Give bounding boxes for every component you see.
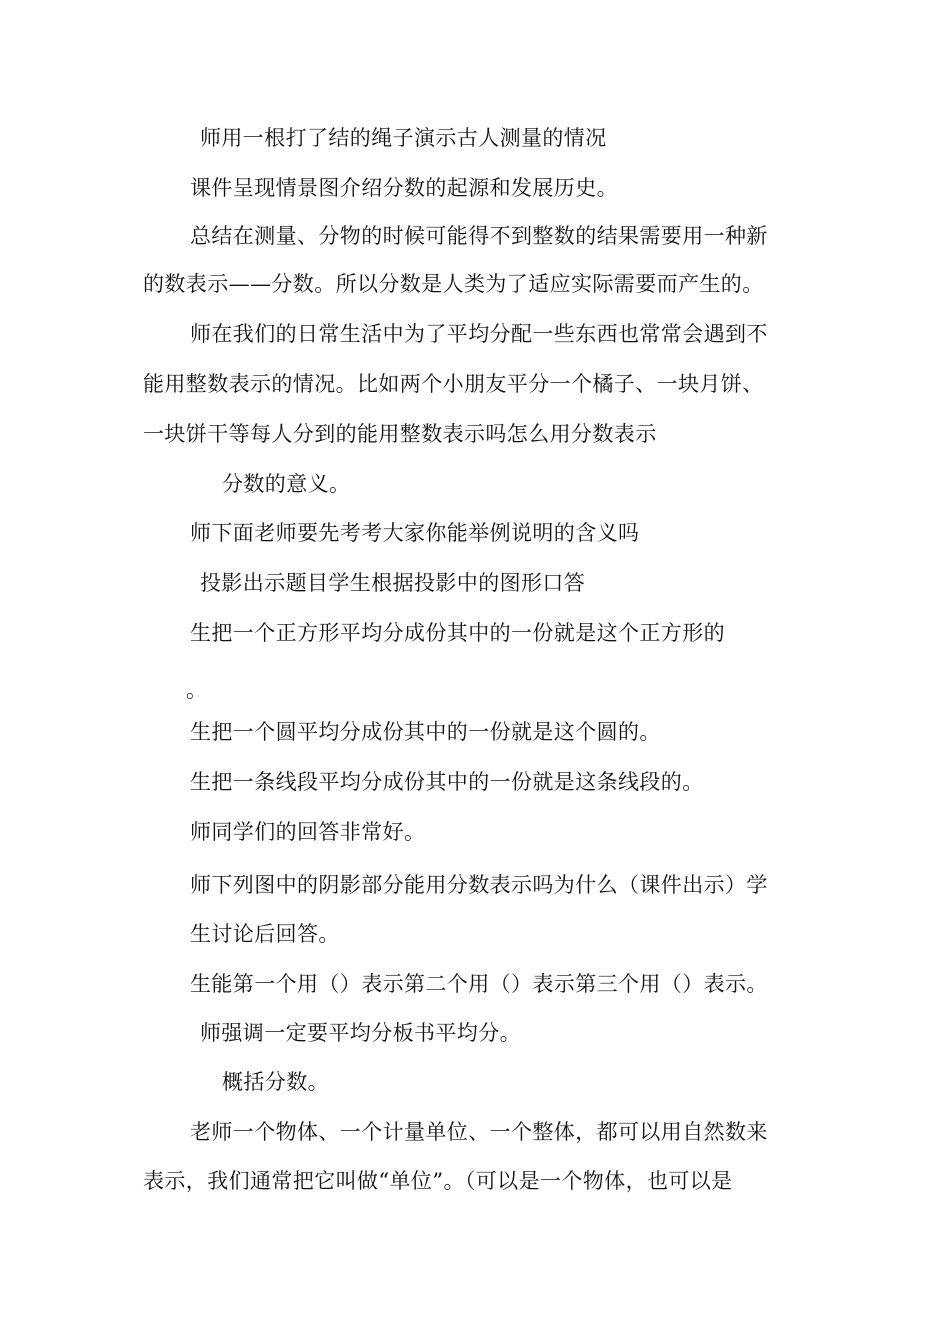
text-line-13: 生把一个圆平均分成份其中的一份就是这个圆的。 [190,720,661,744]
text-line-16: 师下列图中的阴影部分能用分数表示吗为什么（课件出示）学 [190,873,768,897]
text-line-15: 师同学们的回答非常好。 [190,820,426,844]
text-line-1: 师用一根打了结的绳子演示古人测量的情况 [200,126,607,150]
text-line-6: 能用整数表示的情况。比如两个小朋友平分一个橘子、一块月饼、 [143,372,764,396]
text-line-11: 生把一个正方形平均分成份其中的一份就是这个正方形的 [190,621,725,645]
text-line-8: 分数的意义。 [222,472,351,496]
text-line-12: 。 [186,678,208,702]
text-line-4: 的数表示——分数。所以分数是人类为了适应实际需要而产生的。 [143,272,764,296]
text-line-7: 一块饼干等每人分到的能用整数表示吗怎么用分数表示 [143,422,657,446]
text-line-22: 表示，我们通常把它叫做“单位”。（可以是一个物体，也可以是 [143,1169,733,1193]
text-line-9: 师下面老师要先考考大家你能举例说明的含义吗 [190,521,640,545]
text-line-18: 生能第一个用（）表示第二个用（）表示第三个用（）表示。 [190,972,768,996]
text-line-10: 投影出示题目学生根据投影中的图形口答 [200,571,586,595]
text-line-5: 师在我们的日常生活中为了平均分配一些东西也常常会遇到不 [190,322,768,346]
text-line-20: 概括分数。 [222,1070,329,1094]
text-line-2: 课件呈现情景图介绍分数的起源和发展历史。 [190,176,618,200]
text-line-19: 师强调一定要平均分板书平均分。 [200,1021,521,1045]
text-line-3: 总结在测量、分物的时候可能得不到整数的结果需要用一种新 [190,224,768,248]
text-line-21: 老师一个物体、一个计量单位、一个整体，都可以用自然数来 [190,1120,768,1144]
text-line-14: 生把一条线段平均分成份其中的一份就是这条线段的。 [190,770,704,794]
text-line-17: 生讨论后回答。 [190,922,340,946]
